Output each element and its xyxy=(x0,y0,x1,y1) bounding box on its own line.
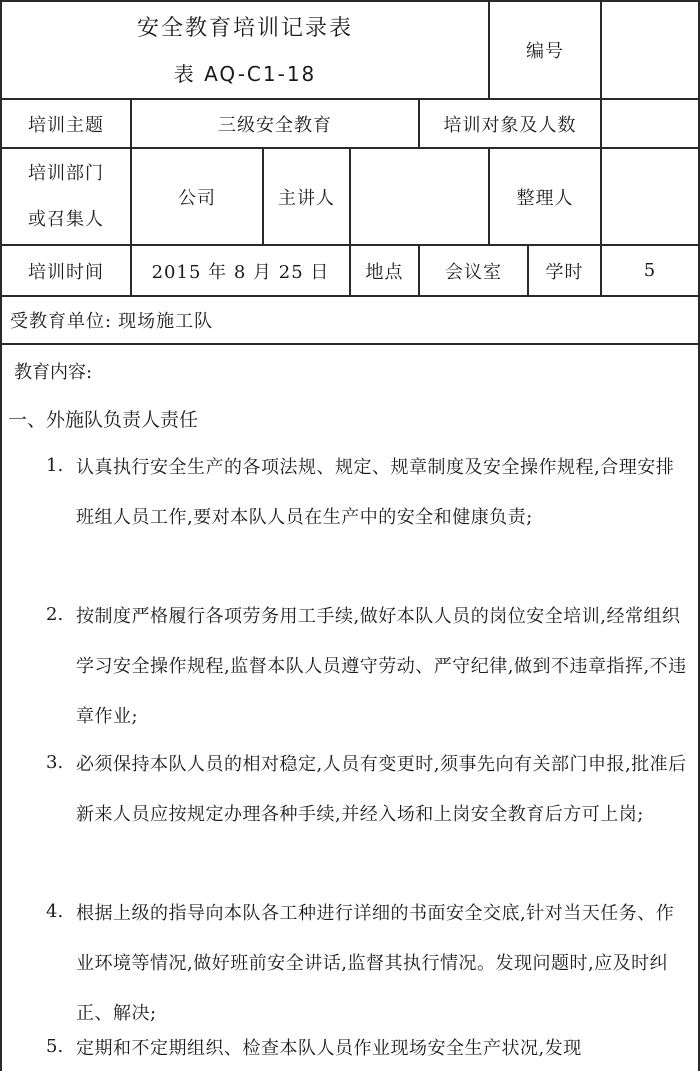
dept-value[interactable]: 公司 xyxy=(178,187,216,209)
organizer-value[interactable] xyxy=(602,149,698,244)
audience-value[interactable] xyxy=(602,100,698,147)
item-number: 4. xyxy=(46,901,64,922)
dept-label-line1: 培训部门 xyxy=(28,163,104,184)
unit-value[interactable]: 现场施工队 xyxy=(118,311,214,332)
row-divider xyxy=(0,343,700,345)
location-label: 地点 xyxy=(365,261,404,283)
item-number: 5. xyxy=(46,1036,64,1057)
hours-value[interactable]: 5 xyxy=(643,260,657,281)
location-value[interactable]: 会议室 xyxy=(445,261,502,283)
item-text: 必须保持本队人员的相对稳定,人员有变更时,须事先向有关部门申报,批准后新来人员应按规定办理各种手续,并经入场和上岗安全教育后方可上岗; xyxy=(76,754,687,825)
education-unit xyxy=(10,297,690,343)
unit-label: 受教育单位: xyxy=(10,311,113,332)
organizer-label: 整理人 xyxy=(516,187,574,209)
speaker-value[interactable] xyxy=(351,149,488,244)
item-text: 认真执行安全生产的各项法规、规定、规章制度及安全操作规程,合理安排班组人员工作,要对本队人员在生产中的安全和健康负责; xyxy=(76,457,675,528)
time-value[interactable]: 2015 年 8 月 25 日 xyxy=(151,261,330,283)
form-title: 安全教育培训记录表 xyxy=(136,15,353,41)
dept-label-line2: 或召集人 xyxy=(28,209,104,230)
item-text: 按制度严格履行各项劳务用工手续,做好本队人员的岗位安全培训,经常组织学习安全操作规程,监督本队人员遵守劳动、严守纪律,做到不违章指挥,不违章作业; xyxy=(76,606,687,727)
content-label: 教育内容: xyxy=(14,362,93,383)
item-number: 2. xyxy=(46,604,64,625)
item-text: 根据上级的指导向本队各工种进行详细的书面安全交底,针对当天任务、作业环境等情况,做好班前安全讲话,监督其执行情况。发现问题时,应及时纠正、解决; xyxy=(76,903,675,1024)
audience-label: 培训对象及人数 xyxy=(443,114,577,136)
time-label: 培训时间 xyxy=(28,261,104,283)
number-value[interactable] xyxy=(602,2,698,98)
topic-label: 培训主题 xyxy=(28,114,104,136)
hours-label: 学时 xyxy=(545,261,584,283)
form-code: 表 AQ-C1-18 xyxy=(173,61,317,86)
number-label: 编号 xyxy=(526,41,564,62)
topic-value[interactable]: 三级安全教育 xyxy=(218,114,332,136)
speaker-label: 主讲人 xyxy=(278,187,335,209)
item-number: 1. xyxy=(46,455,64,476)
item-number: 3. xyxy=(46,752,64,773)
section-title: 一、外施队负责人责任 xyxy=(8,409,199,431)
item-text: 定期和不定期组织、检查本队人员作业现场安全生产状况,发现 xyxy=(76,1038,582,1059)
